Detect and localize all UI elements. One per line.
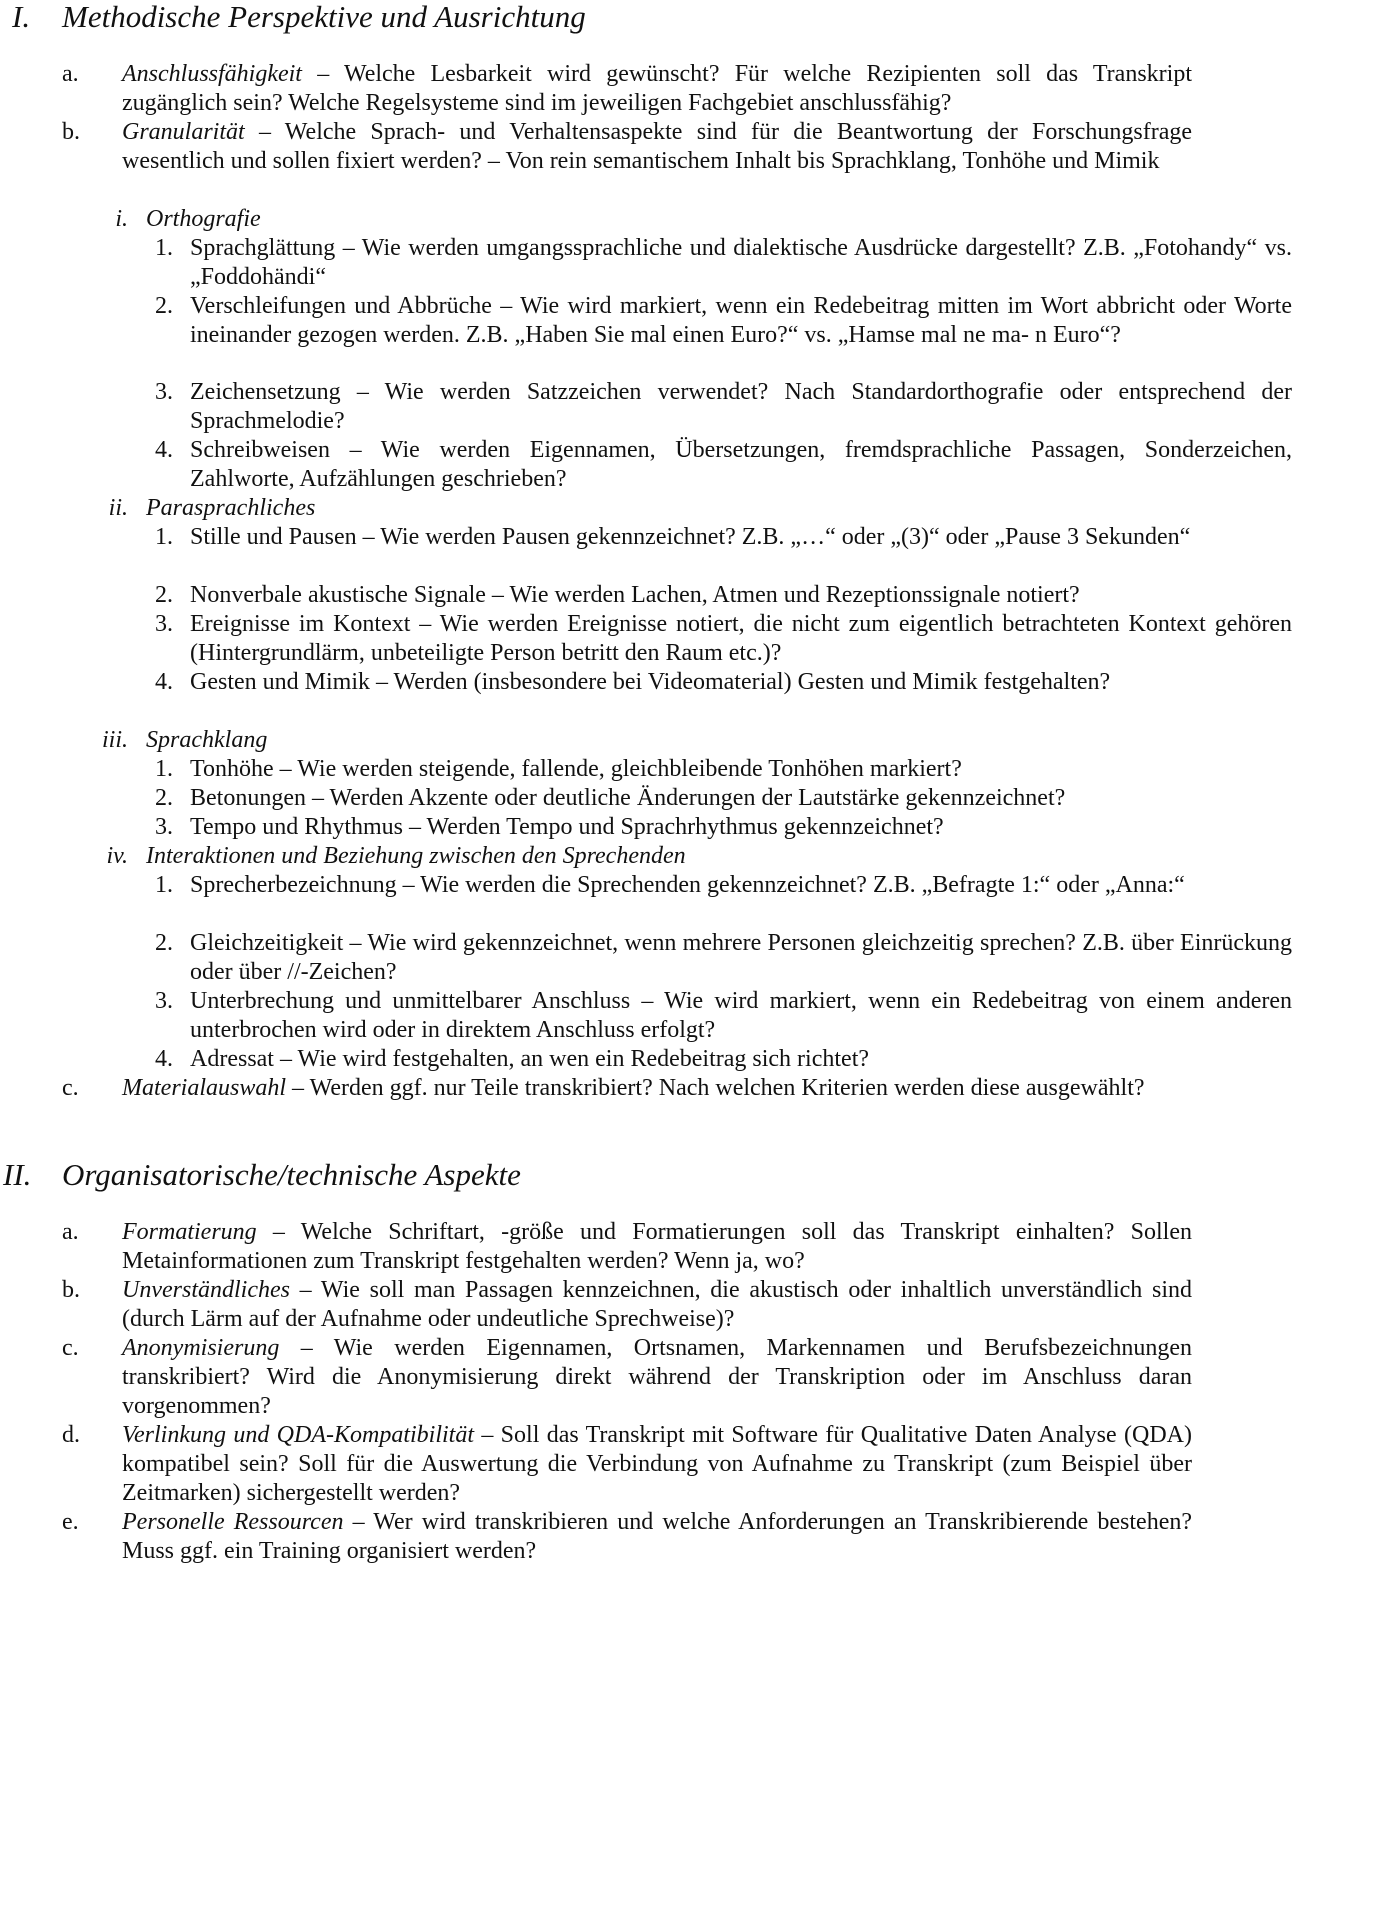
item-label: d. [62,1422,80,1448]
point-text: Verschleifungen und Abbrüche – Wie wird markiert, wenn ein Redebeitrag mitten im Wort abbricht oder Worte ineinander gezogen werden. Z.B. „Haben Sie mal einen Euro?“ vs. „Hamse mal ne ma- n Euro“? [190,293,1292,348]
item-term: Granularität [122,119,245,145]
section-title: Methodische Perspektive und Ausrichtung [62,0,586,34]
item-text: – Wer wird transkribieren und welche Anforderungen an Transkribierende bestehen? Muss ggf. ein Training organisiert werden? [122,1509,1192,1564]
item-term: Verlinkung und QDA-Kompatibilität [122,1422,474,1448]
point-label: 4. [155,437,173,463]
point-label: 4. [155,669,173,695]
point-text: Zeichensetzung – Wie werden Satzzeichen verwendet? Nach Standardorthografie oder entsprechend der Sprachmelodie? [190,379,1292,434]
item-text: – Soll das Transkript mit Software für Qualitative Daten Analyse (QDA) kompatibel sein? Soll für die Auswertung die Verbindung von Aufnahme zu Transkript (zum Beispiel über Zeitmarken) sichergestellt werden? [122,1422,1192,1506]
item-term: Anschlussfähigkeit [122,61,302,87]
subsection-label: iv. [106,843,128,869]
point-text: Gleichzeitigkeit – Wie wird gekennzeichnet, wenn mehrere Personen gleichzeitig sprechen? Z.B. über Einrückung oder über //-Zeichen? [190,930,1292,985]
point-text: Adressat – Wie wird festgehalten, an wen ein Redebeitrag sich richtet? [190,1046,870,1072]
point-label: 1. [155,872,173,898]
section-numeral: I. [12,0,31,34]
item-term: Anonymisierung [122,1335,280,1361]
item-text: – Welche Sprach- und Verhaltensaspekte sind für die Beantwortung der Forschungsfrage wesentlich und sollen fixiert werden? – Von rein semantischem Inhalt bis Sprachklang, Tonhöhe und Mimik [122,119,1192,174]
point-label: 2. [155,293,173,319]
point-text: Ereignisse im Kontext – Wie werden Ereignisse notiert, die nicht zum eigentlich betrachteten Kontext gehören (Hintergrundlärm, unbeteiligte Person betritt den Raum etc.)? [190,611,1292,666]
point-label: 2. [155,785,173,811]
point-text: Nonverbale akustische Signale – Wie werden Lachen, Atmen und Rezeptionssignale notiert? [190,582,1080,608]
point-label: 3. [155,988,173,1014]
subsection-title: Parasprachliches [146,495,316,521]
point-text: Unterbrechung und unmittelbarer Anschluss – Wie wird markiert, wenn ein Redebeitrag von einem anderen unterbrochen wird oder in direktem Anschluss erfolgt? [190,988,1292,1043]
point-label: 1. [155,524,173,550]
point-label: 2. [155,930,173,956]
item-label: c. [62,1335,79,1361]
subsection-title: Interaktionen und Beziehung zwischen den Sprechenden [146,843,686,869]
point-text: Sprecherbezeichnung – Wie werden die Sprechenden gekennzeichnet? Z.B. „Befragte 1:“ oder „Anna:“ [190,872,1185,898]
item-term: Formatierung [122,1219,257,1245]
point-text: Sprachglättung – Wie werden umgangssprachliche und dialektische Ausdrücke dargestellt? Z.B. „Fotohandy“ vs. „Foddohändi“ [190,235,1292,290]
item-label: b. [62,1277,80,1303]
point-label: 3. [155,379,173,405]
subsection-title: Orthografie [146,206,261,232]
point-text: Tempo und Rhythmus – Werden Tempo und Sprachrhythmus gekennzeichnet? [190,814,944,840]
point-text: Gesten und Mimik – Werden (insbesondere bei Videomaterial) Gesten und Mimik festgehalten? [190,669,1111,695]
point-label: 4. [155,1046,173,1072]
section-numeral: II. [3,1157,32,1192]
item-label: e. [62,1509,79,1535]
item-term: Unverständliches [122,1277,290,1303]
item-term: Materialauswahl [122,1075,287,1101]
item-label: a. [62,61,79,87]
section-title: Organisatorische/technische Aspekte [62,1157,521,1192]
item-label: b. [62,119,80,145]
item-text: – Wie werden Eigennamen, Ortsnamen, Markennamen und Berufsbezeichnungen transkribiert? Wird die Anonymisierung direkt während der Transkription oder im Anschluss daran vorgenommen? [122,1335,1192,1419]
point-label: 1. [155,756,173,782]
item-text: – Welche Lesbarkeit wird gewünscht? Für welche Rezipienten soll das Transkript zugänglich sein? Welche Regelsysteme sind im jeweiligen Fachgebiet anschlussfähig? [122,61,1192,116]
point-label: 3. [155,814,173,840]
item-text: – Wie soll man Passagen kennzeichnen, die akustisch oder inhaltlich unverständlich sind (durch Lärm auf der Aufnahme oder undeutliche Sprechweise)? [122,1277,1192,1332]
point-text: Stille und Pausen – Wie werden Pausen gekennzeichnet? Z.B. „…“ oder „(3)“ oder „Pause 3 Sekunden“ [190,524,1191,550]
point-text: Tonhöhe – Wie werden steigende, fallende, gleichbleibende Tonhöhen markiert? [190,756,962,782]
subsection-title: Sprachklang [146,727,268,753]
item-text: – Welche Schriftart, -größe und Formatierungen soll das Transkript einhalten? Sollen Metainformationen zum Transkript festgehalten werden? Wenn ja, wo? [122,1219,1192,1274]
subsection-label: i. [115,206,128,232]
point-text: Schreibweisen – Wie werden Eigennamen, Übersetzungen, fremdsprachliche Passagen, Sonderzeichen, Zahlworte, Aufzählungen geschrieben? [190,437,1292,492]
point-label: 2. [155,582,173,608]
subsection-label: ii. [108,495,128,521]
item-term: Personelle Ressourcen [122,1509,344,1535]
point-text: Betonungen – Werden Akzente oder deutliche Änderungen der Lautstärke gekennzeichnet? [190,785,1066,811]
point-label: 3. [155,611,173,637]
point-label: 1. [155,235,173,261]
item-label: a. [62,1219,79,1245]
subsection-label: iii. [101,727,128,753]
item-text: – Werden ggf. nur Teile transkribiert? Nach welchen Kriterien werden diese ausgewählt? [286,1075,1145,1101]
item-label: c. [62,1075,79,1101]
